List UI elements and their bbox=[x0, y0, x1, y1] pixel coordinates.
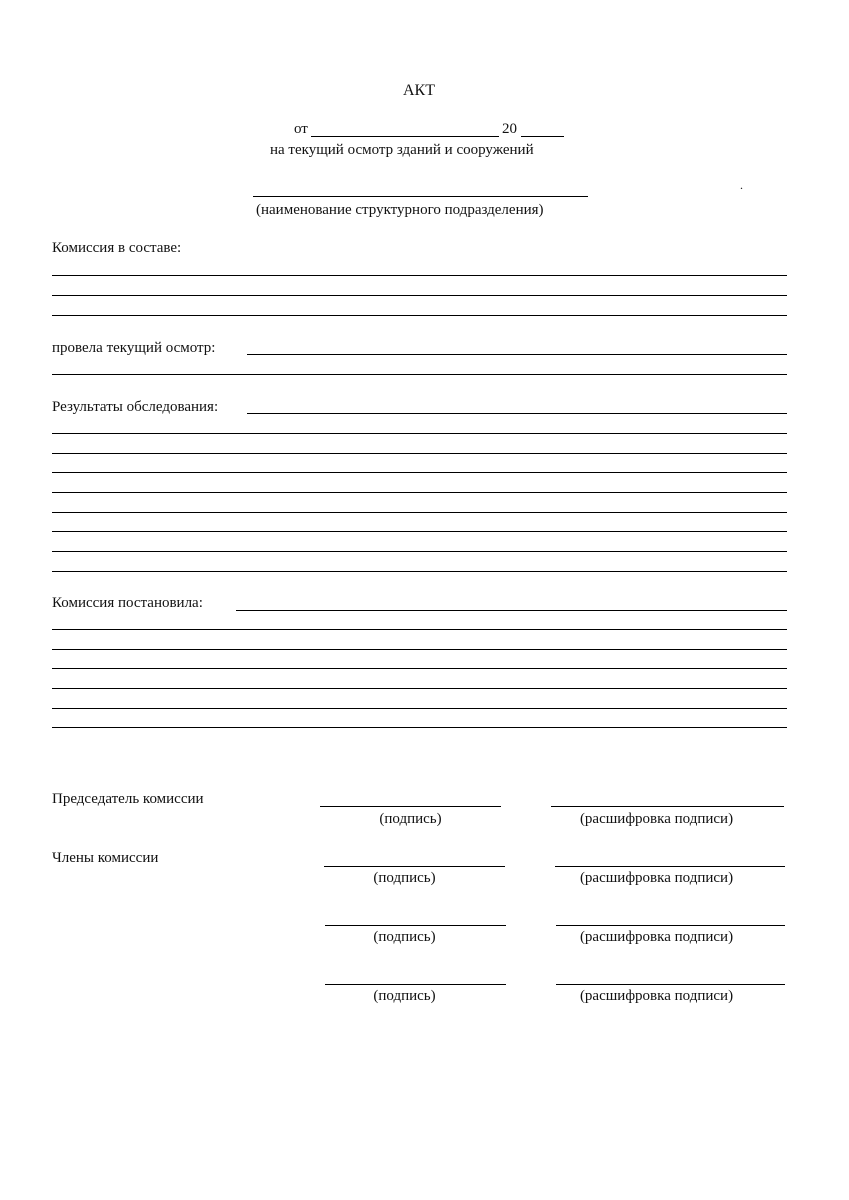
signature-caption: (подпись) bbox=[373, 929, 436, 945]
results-field-line[interactable] bbox=[52, 492, 787, 493]
decoding-caption: (расшифровка подписи) bbox=[579, 811, 734, 827]
decision-field-line[interactable] bbox=[52, 668, 787, 669]
decision-field-line[interactable] bbox=[52, 649, 787, 650]
signature-caption: (подпись) bbox=[373, 870, 436, 886]
results-field-line[interactable] bbox=[52, 531, 787, 532]
department-field-line[interactable] bbox=[253, 196, 588, 197]
stray-dot: . bbox=[740, 178, 743, 192]
results-field-line[interactable] bbox=[52, 433, 787, 434]
signature-field-line[interactable] bbox=[320, 806, 501, 807]
decision-field-line[interactable] bbox=[52, 727, 787, 728]
year-prefix: 20 bbox=[502, 121, 517, 137]
commission-label: Комиссия в составе: bbox=[52, 240, 182, 256]
date-from-label: от bbox=[294, 121, 308, 137]
document-title: АКТ bbox=[403, 82, 435, 99]
decision-field-line[interactable] bbox=[236, 610, 787, 611]
signature-field-line[interactable] bbox=[325, 925, 506, 926]
decoding-caption: (расшифровка подписи) bbox=[579, 870, 734, 886]
signature-field-line[interactable] bbox=[324, 866, 505, 867]
commission-field-line[interactable] bbox=[52, 315, 787, 316]
decision-field-line[interactable] bbox=[52, 688, 787, 689]
results-field-line[interactable] bbox=[52, 512, 787, 513]
decoding-field-line[interactable] bbox=[551, 806, 784, 807]
decoding-caption: (расшифровка подписи) bbox=[579, 929, 734, 945]
inspection-field-line[interactable] bbox=[52, 374, 787, 375]
decision-label: Комиссия постановила: bbox=[52, 595, 203, 611]
date-field-line[interactable] bbox=[311, 136, 499, 137]
department-caption: (наименование структурного подразделения) bbox=[256, 202, 544, 218]
results-field-line[interactable] bbox=[52, 472, 787, 473]
results-field-line[interactable] bbox=[52, 571, 787, 572]
commission-field-line[interactable] bbox=[52, 275, 787, 276]
results-field-line[interactable] bbox=[52, 551, 787, 552]
results-label: Результаты обследования: bbox=[52, 399, 219, 415]
decision-field-line[interactable] bbox=[52, 708, 787, 709]
signature-caption: (подпись) bbox=[373, 988, 436, 1004]
signature-caption: (подпись) bbox=[379, 811, 442, 827]
members-label: Члены комиссии bbox=[52, 850, 159, 866]
inspection-label: провела текущий осмотр: bbox=[52, 340, 216, 356]
decoding-field-line[interactable] bbox=[556, 984, 785, 985]
decoding-field-line[interactable] bbox=[555, 866, 785, 867]
commission-field-line[interactable] bbox=[52, 295, 787, 296]
year-field-line[interactable] bbox=[521, 136, 564, 137]
decision-field-line[interactable] bbox=[52, 629, 787, 630]
document-subtitle: на текущий осмотр зданий и сооружений bbox=[270, 142, 534, 158]
inspection-field-line[interactable] bbox=[247, 354, 787, 355]
results-field-line[interactable] bbox=[247, 413, 787, 414]
signature-field-line[interactable] bbox=[325, 984, 506, 985]
decoding-caption: (расшифровка подписи) bbox=[579, 988, 734, 1004]
decoding-field-line[interactable] bbox=[556, 925, 785, 926]
chairman-label: Председатель комиссии bbox=[52, 791, 204, 807]
results-field-line[interactable] bbox=[52, 453, 787, 454]
